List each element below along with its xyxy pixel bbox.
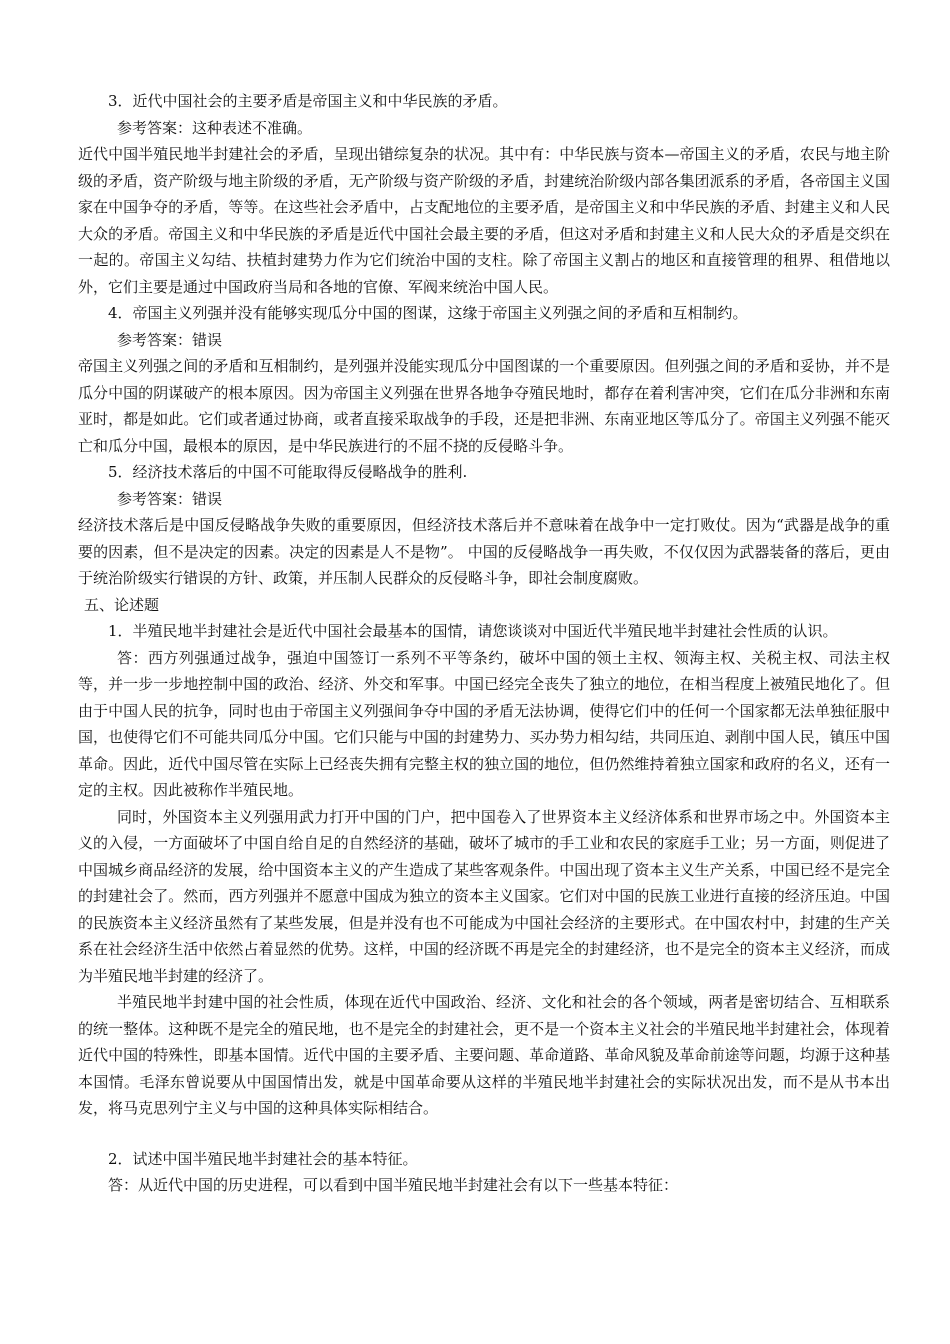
- answer-label-5: 参考答案：错误: [117, 489, 223, 508]
- essay-answer-1-para-1: 答：西方列强通过战争，强迫中国签订一系列不平等条约，破坏中国的领土主权、领海主权、关税主权、司法主权等，并一步一步地控制中国的政治、经济、外交和军事。中国已经完全丧失了独立的地位，在相当程度上被殖民地化了。但由于中国人民的抗争，同时也由于帝国主义列强间争夺中国的矛盾无法协调，使得它们中的任何一个国家都无法单独征服中国，也使得它们不可能共同瓜分中国。它们只能与中国的封建势力、买办势力相勾结，共同压迫、剥削中国人民，镇压中国革命。因此，近代中国尽管在实际上已经丧失拥有完整主权的独立国的地位，但仍然维持着独立国家和政府的名义，还有一定的主权。因此被称作半殖民地。: [78, 648, 890, 799]
- paragraph-spacer: [78, 1122, 890, 1146]
- section-heading-essay: 五、论述题: [84, 595, 160, 614]
- answer-body-5: 经济技术落后是中国反侵略战争失败的重要原因，但经济技术落后并不意味着在战争中一定打败仗。因为“武器是战争的重要的因素，但不是决定的因素。决定的因素是人不是物”。 中国的反侵略战争一再失败，不仅仅因为武器装备的落后，更由于统治阶级实行错误的方针、政策，并压制人民群众的反侵略斗争，即社会制度腐败。: [78, 516, 890, 587]
- document-page: [78, 88, 890, 1199]
- essay-question-1: 1．半殖民地半封建社会是近代中国社会最基本的国情，请您谈谈对中国近代半殖民地半封建社会性质的认识。: [108, 622, 838, 640]
- answer-body-3: 近代中国半殖民地半封建社会的矛盾，呈现出错综复杂的状况。其中有：中华民族与资本—帝国主义的矛盾，农民与地主阶级的矛盾，资产阶级与地主阶级的矛盾，无产阶级与资产阶级的矛盾，封建统治阶级内部各集团派系的矛盾，各帝国主义国家在中国争夺的矛盾，等等。在这些社会矛盾中，占支配地位的主要矛盾，是帝国主义和中华民族的矛盾、封建主义和人民大众的矛盾。帝国主义和中华民族的矛盾是近代中国社会最主要的矛盾，但这对矛盾和封建主义和人民大众的矛盾是交织在一起的。帝国主义勾结、扶植封建势力作为它们统治中国的支柱。除了帝国主义割占的地区和直接管理的租界、租借地以外，它们主要是通过中国政府当局和各地的官僚、军阀来统治中国人民。: [78, 145, 890, 296]
- question-3: 3．近代中国社会的主要矛盾是帝国主义和中华民族的矛盾。: [108, 92, 508, 110]
- question-5: 5．经济技术落后的中国不可能取得反侵略战争的胜利.: [108, 463, 468, 481]
- answer-label-4: 参考答案：错误: [117, 330, 223, 349]
- essay-question-2: 2．试述中国半殖民地半封建社会的基本特征。: [108, 1149, 418, 1168]
- essay-answer-1-para-3: 半殖民地半封建中国的社会性质，体现在近代中国政治、经济、文化和社会的各个领域，两者是密切结合、互相联系的统一整体。这种既不是完全的殖民地，也不是完全的封建社会，更不是一个资本主义社会的半殖民地半封建社会，体现着近代中国的特殊性，即基本国情。近代中国的主要矛盾、主要问题、革命道路、革命风貌及革命前途等问题，均源于这种基本国情。毛泽东曾说要从中国国情出发，就是中国革命要从这样的半殖民地半封建社会的实际状况出发，而不是从书本出发，将马克思列宁主义与中国的这种具体实际相结合。: [78, 993, 890, 1117]
- essay-answer-1-para-2: 同时，外国资本主义列强用武力打开中国的门户，把中国卷入了世界资本主义经济体系和世界市场之中。外国资本主义的入侵，一方面破坏了中国自给自足的自然经济的基础，破坏了城市的手工业和农民的家庭手工业；另一方面，则促进了中国城乡商品经济的发展，给中国资本主义的产生造成了某些客观条件。中国出现了资本主义生产关系，中国已经不是完全的封建社会了。然而，西方列强并不愿意中国成为独立的资本主义国家。它们对中国的民族工业进行直接的经济压迫。中国的民族资本主义经济虽然有了某些发展，但是并没有也不可能成为中国社会经济的主要形式。在中国农村中，封建的生产关系在社会经济生活中依然占着显然的优势。这样，中国的经济既不再是完全的封建经济，也不是完全的资本主义经济，而成为半殖民地半封建的经济了。: [78, 807, 890, 985]
- answer-label-3: 参考答案：这种表述不准确。: [117, 118, 313, 137]
- essay-answer-2-intro: 答：从近代中国的历史进程，可以看到中国半殖民地半封建社会有以下一些基本特征：: [108, 1176, 679, 1194]
- question-4: 4．帝国主义列强并没有能够实现瓜分中国的图谋，这缘于帝国主义列强之间的矛盾和互相制约。: [108, 304, 748, 322]
- answer-body-4: 帝国主义列强之间的矛盾和互相制约，是列强并没能实现瓜分中国图谋的一个重要原因。但列强之间的矛盾和妥协，并不是瓜分中国的阴谋破产的根本原因。因为帝国主义列强在世界各地争夺殖民地时，都存在着利害冲突，它们在瓜分非洲和东南亚时，都是如此。它们或者通过协商，或者直接采取战争的手段，还是把非洲、东南亚地区等瓜分了。帝国主义列强不能灭亡和瓜分中国，最根本的原因，是中华民族进行的不屈不挠的反侵略斗争。: [78, 357, 890, 455]
